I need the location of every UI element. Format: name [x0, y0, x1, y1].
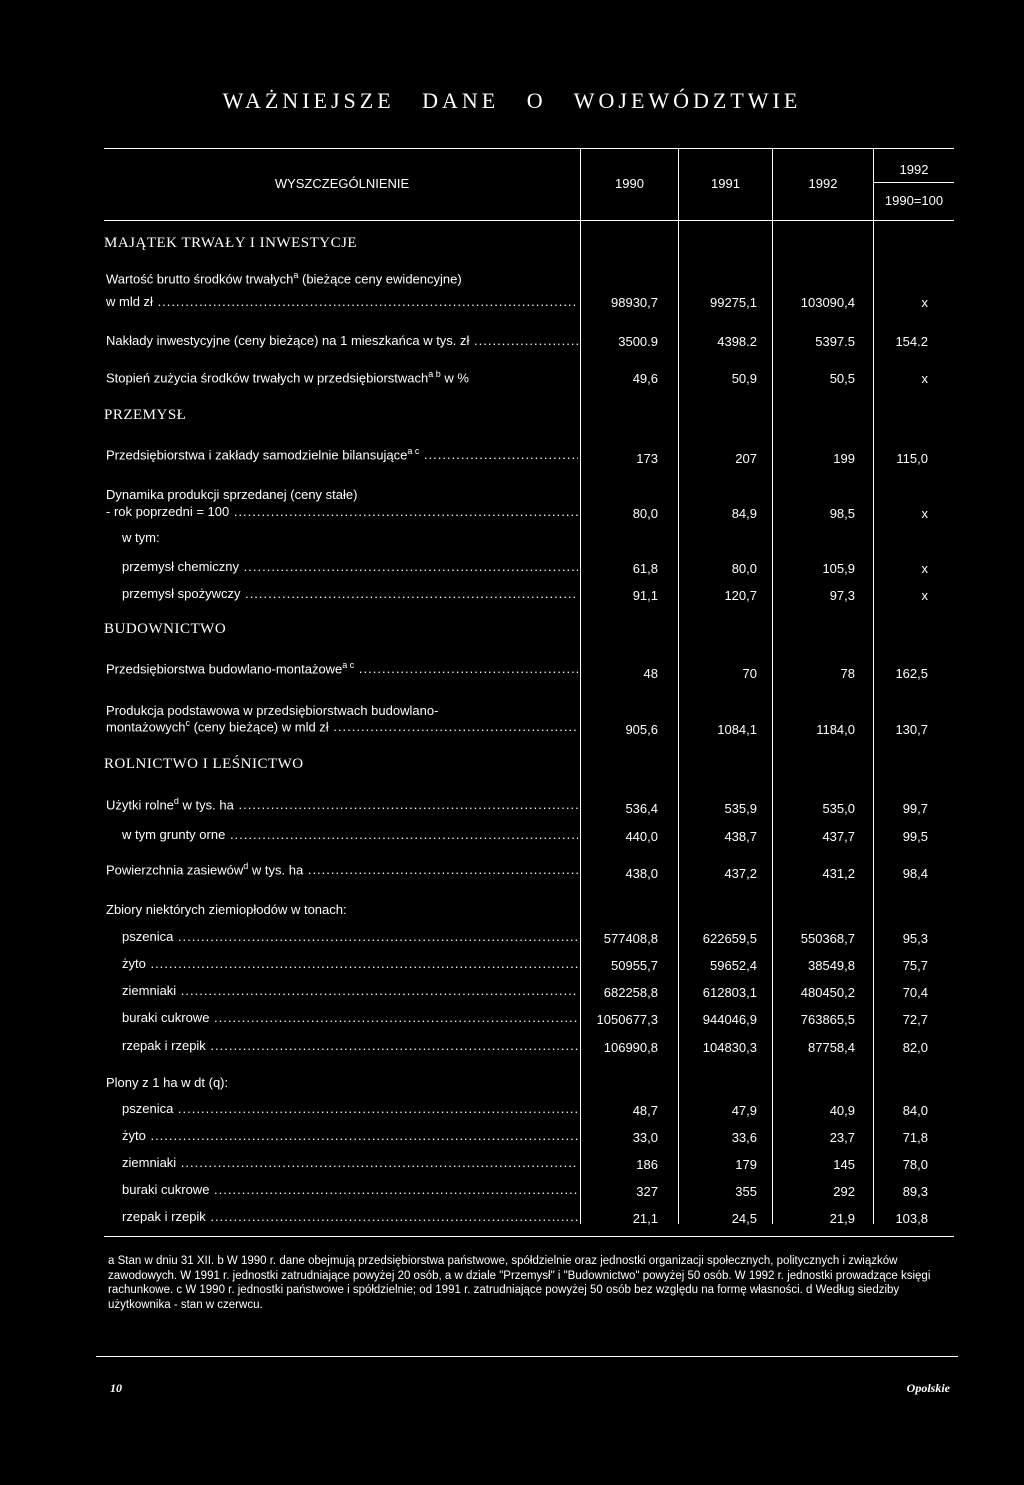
value-1991: 438,7	[724, 829, 757, 844]
value-ratio: x	[921, 371, 928, 386]
section-przemysl: PRZEMYSŁ	[104, 407, 187, 423]
header-year-1992: 1992	[808, 176, 838, 191]
table-header-rule	[104, 220, 954, 221]
value-1990: 905,6	[625, 722, 658, 737]
value-1991: 1084,1	[717, 722, 757, 737]
value-1990: 327	[636, 1184, 658, 1199]
value-1992: 50,5	[829, 371, 855, 386]
row-label: - rok poprzedni = 100 .....	[106, 504, 578, 519]
value-1992: 5397.5	[815, 334, 855, 349]
value-1991: 622659,5	[702, 931, 757, 946]
header-year-1990: 1990	[615, 176, 644, 191]
value-1992: 97,3	[829, 588, 855, 603]
row-label: Stopień zużycia środków trwałych w przedsiębiorstwach$^{a b}$ w %	[106, 369, 469, 386]
value-1992: 40,9	[829, 1103, 855, 1118]
value-1992: 105,9	[822, 561, 855, 576]
table-top-rule	[104, 148, 954, 149]
value-1990: 21,1	[632, 1211, 658, 1226]
value-ratio: 78,0	[902, 1157, 928, 1172]
row-label: ziemniaki .....	[122, 983, 578, 998]
value-1990: 50955,7	[611, 958, 658, 973]
value-1991: 944046,9	[702, 1012, 757, 1027]
value-1992: 480450,2	[800, 985, 855, 1000]
row-label: Użytki rolne$^d$ w tys. ha .....	[106, 796, 578, 812]
value-1992: 87758,4	[808, 1040, 855, 1055]
header-year-1991: 1991	[711, 176, 740, 191]
value-1992: 23,7	[829, 1130, 855, 1145]
value-ratio: 84,0	[902, 1103, 928, 1118]
value-1991: 437,2	[724, 866, 757, 881]
value-1990: 440,0	[625, 829, 658, 844]
value-1992: 145	[833, 1157, 855, 1172]
value-1990: 48,7	[632, 1103, 658, 1118]
value-1991: 4398.2	[717, 334, 757, 349]
row-label: Powierzchnia zasiewów$^d$ w tys. ha .....	[106, 861, 578, 877]
value-ratio: 89,3	[902, 1184, 928, 1199]
row-label-line1: Dynamika produkcji sprzedanej (ceny stałe)	[106, 487, 358, 502]
value-ratio: 154.2	[895, 334, 928, 349]
value-1992: 292	[833, 1184, 855, 1199]
value-1991: 47,9	[731, 1103, 757, 1118]
value-1991: 33,6	[731, 1130, 757, 1145]
value-1992: 98,5	[829, 506, 855, 521]
value-ratio: 99,7	[902, 801, 928, 816]
value-ratio: 130,7	[895, 722, 928, 737]
section-budownictwo: BUDOWNICTWO	[104, 621, 227, 637]
row-subheading: Plony z 1 ha w dt (q):	[106, 1075, 229, 1090]
value-1992: 1184,0	[816, 722, 855, 737]
value-1990: 33,0	[632, 1130, 658, 1145]
value-1990: 80,0	[632, 506, 658, 521]
row-label: buraki cukrowe .....	[122, 1010, 578, 1025]
value-1991: 355	[735, 1184, 757, 1199]
row-subheading: Zbiory niektórych ziemiopłodów w tonach:	[106, 902, 347, 917]
value-1992: 21,9	[829, 1211, 855, 1226]
value-ratio: 72,7	[902, 1012, 928, 1027]
value-1991: 207	[735, 451, 757, 466]
value-ratio: 70,4	[902, 985, 928, 1000]
value-ratio: 75,7	[902, 958, 928, 973]
value-1990: 173	[636, 451, 658, 466]
footer-rule	[96, 1356, 958, 1357]
value-1990: 49,6	[632, 371, 658, 386]
section-rolnictwo: ROLNICTWO I LEŚNICTWO	[104, 756, 304, 772]
row-label: montażowych$^c$ (ceny bieżące) w mld zł .....	[106, 718, 578, 734]
row-label: Przedsiębiorstwa budowlano-montażowe$^{a c}$ .....	[106, 660, 578, 676]
value-1992: 78	[840, 666, 855, 681]
row-label: żyto .....	[122, 1128, 578, 1143]
row-label: ziemniaki .....	[122, 1155, 578, 1170]
col-divider-1	[580, 148, 581, 1224]
value-ratio: 115,0	[896, 451, 928, 466]
value-1991: 612803,1	[702, 985, 757, 1000]
value-1991: 104830,3	[702, 1040, 757, 1055]
value-1990: 438,0	[625, 866, 658, 881]
page-number: 10	[110, 1381, 122, 1395]
value-1990: 91,1	[632, 588, 658, 603]
value-1992: 763865,5	[800, 1012, 855, 1027]
row-label: żyto .....	[122, 956, 578, 971]
page-title: WAŻNIEJSZE DANE O WOJEWÓDZTWIE	[222, 88, 802, 113]
footnotes: a Stan w dniu 31 XII. b W 1990 r. dane obejmują przedsiębiorstwa państwowe, spółdzielnie oraz jednostki organizacji społecznych, politycznych i związków zawodowych. W 1991 r. jednostki zatrudniające powyżej 20 osób, a w dziale "Przemysł" i "Budownictwo" powyżej 50 osób. W 1992 r. jednostki prowadzące księgi rachunkowe. c W 1990 r. jednostki państwowe i spółdzielnie; od 1991 r. zatrudniające powyżej 50 osób bez względu na formę własności. d Według siedziby użytkownika - stan w czerwcu.	[108, 1255, 931, 1311]
value-1990: 577408,8	[603, 931, 658, 946]
row-label: Przedsiębiorstwa i zakłady samodzielnie bilansujące$^{a c}$ .....	[106, 446, 578, 462]
row-label: rzepak i rzepik .....	[122, 1209, 578, 1224]
value-ratio: 71,8	[902, 1130, 928, 1145]
value-1991: 99275,1	[710, 295, 757, 310]
row-label: Nakłady inwestycyjne (ceny bieżące) na 1 mieszkańca w tys. zł .....	[106, 333, 578, 348]
value-1990: 186	[636, 1157, 658, 1172]
value-1991: 80,0	[731, 561, 757, 576]
value-1992: 431,2	[822, 866, 855, 881]
row-label: przemysł spożywczy .....	[122, 586, 578, 601]
value-ratio: x	[921, 295, 928, 310]
header-label: WYSZCZEGÓLNIENIE	[274, 176, 410, 191]
value-ratio: x	[921, 561, 928, 576]
value-ratio: x	[921, 506, 928, 521]
ratio-divider	[874, 182, 954, 183]
value-1991: 179	[735, 1157, 757, 1172]
row-label: pszenica .....	[122, 1101, 578, 1116]
value-1990: 61,8	[632, 561, 658, 576]
value-1990: 536,4	[625, 801, 658, 816]
value-1990: 682258,8	[603, 985, 658, 1000]
value-1990: 3500.9	[618, 334, 658, 349]
header-ratio-top: 1992	[899, 162, 929, 177]
row-label: buraki cukrowe .....	[122, 1182, 578, 1197]
value-1990: 48	[643, 666, 658, 681]
value-1991: 70	[742, 666, 757, 681]
value-ratio: 99,5	[902, 829, 928, 844]
value-1992: 103090,4	[800, 295, 855, 310]
value-1992: 550368,7	[800, 931, 855, 946]
value-1991: 535,9	[724, 801, 757, 816]
value-ratio: 82,0	[902, 1040, 928, 1055]
row-label: w mld zł .....	[106, 294, 578, 309]
region-name: Opolskie	[906, 1381, 950, 1395]
section-majatek: MAJĄTEK TRWAŁY I INWESTYCJE	[104, 235, 358, 251]
row-label-line1: Wartość brutto środków trwałych$^a$ (bieżące ceny ewidencyjne)	[106, 270, 462, 287]
header-ratio-bottom: 1990=100	[884, 193, 944, 208]
row-label: rzepak i rzepik .....	[122, 1038, 578, 1053]
row-label-line1: Produkcja podstawowa w przedsiębiorstwach budowlano-	[106, 703, 439, 718]
value-1992: 199	[833, 451, 855, 466]
value-1992: 38549,8	[808, 958, 855, 973]
row-subheading: w tym:	[122, 530, 160, 545]
value-1991: 50,9	[731, 371, 757, 386]
table-bottom-rule	[104, 1236, 954, 1237]
row-label: przemysł chemiczny .....	[122, 559, 578, 574]
value-1990: 106990,8	[603, 1040, 658, 1055]
value-1992: 437,7	[822, 829, 855, 844]
value-1990: 1050677,3	[596, 1012, 658, 1027]
value-1990: 98930,7	[611, 295, 658, 310]
value-1991: 120,7	[724, 588, 757, 603]
value-1992: 535,0	[822, 801, 855, 816]
value-1991: 84,9	[731, 506, 757, 521]
value-ratio: x	[921, 588, 928, 603]
row-label: pszenica .....	[122, 929, 578, 944]
value-ratio: 103,8	[895, 1211, 928, 1226]
value-ratio: 162,5	[895, 666, 928, 681]
value-1991: 59652,4	[710, 958, 757, 973]
value-ratio: 95,3	[902, 931, 928, 946]
row-label: w tym grunty orne .....	[122, 827, 578, 842]
value-ratio: 98,4	[902, 866, 928, 881]
value-1991: 24,5	[731, 1211, 757, 1226]
